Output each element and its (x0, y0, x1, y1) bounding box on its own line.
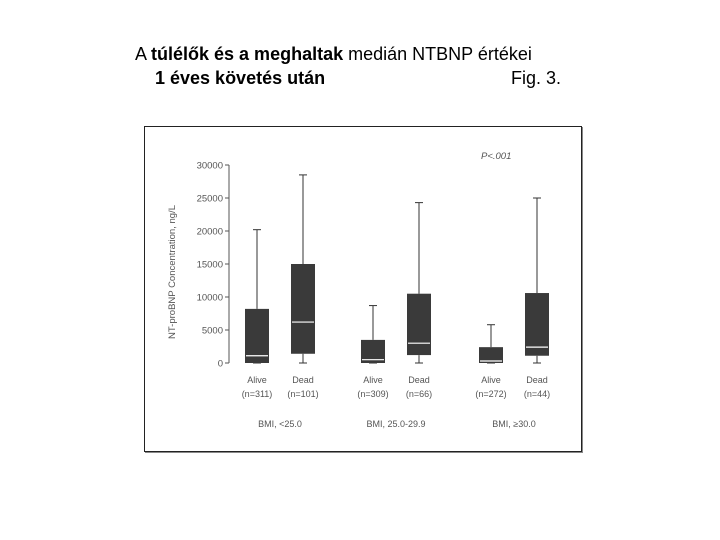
title-line-2 (135, 66, 595, 90)
y-tick-label-1: 5000 (201, 325, 223, 337)
p-value-annotation: P<.001 (481, 151, 512, 162)
boxplot-chart (145, 127, 581, 451)
title-prefix: A (135, 44, 152, 64)
title-bold-phrase: túlélők és a meghaltak (151, 44, 344, 64)
group-1-alive-n-label: (n=309) (357, 389, 389, 399)
group-2-label: BMI, ≥30.0 (492, 419, 536, 429)
group-2-dead-category-label: Dead (526, 375, 548, 385)
group-0-dead-box (291, 264, 315, 354)
group-0-alive-box (245, 309, 269, 363)
y-tick-label-0: 0 (217, 358, 223, 370)
group-2-dead-box (525, 293, 549, 356)
group-0-label: BMI, <25.0 (258, 419, 302, 429)
group-0-dead-n-label: (n=101) (287, 389, 319, 399)
group-0-alive-category-label: Alive (247, 375, 267, 385)
group-1-dead-n-label: (n=66) (405, 389, 433, 399)
y-tick-label-6: 30000 (196, 160, 223, 172)
title-rest: medián NTBNP értékei (343, 44, 532, 64)
group-1-alive-category-label: Alive (363, 375, 383, 385)
y-axis-label: NT-proBNP Concentration, ng/L (167, 205, 178, 339)
slide-title (135, 42, 595, 90)
group-2-dead-n-label: (n=44) (523, 389, 551, 399)
y-tick-label-2: 10000 (196, 292, 223, 304)
title-line-2-bold: 1 éves követés után (155, 68, 326, 88)
y-tick-label-3: 15000 (196, 259, 223, 271)
group-1-dead-category-label: Dead (408, 375, 430, 385)
group-1-label: BMI, 25.0-29.9 (366, 419, 426, 429)
y-tick-label-5: 25000 (196, 193, 223, 205)
title-line-1 (135, 42, 595, 66)
group-2-alive-category-label: Alive (481, 375, 501, 385)
group-0-alive-n-label: (n=311) (241, 389, 273, 399)
figure-reference: Fig. 3. (511, 68, 562, 88)
y-tick-label-4: 20000 (196, 226, 223, 238)
group-1-dead-box (407, 294, 431, 355)
figure-frame (144, 126, 582, 452)
group-2-alive-n-label: (n=272) (475, 389, 507, 399)
group-0-dead-category-label: Dead (292, 375, 314, 385)
